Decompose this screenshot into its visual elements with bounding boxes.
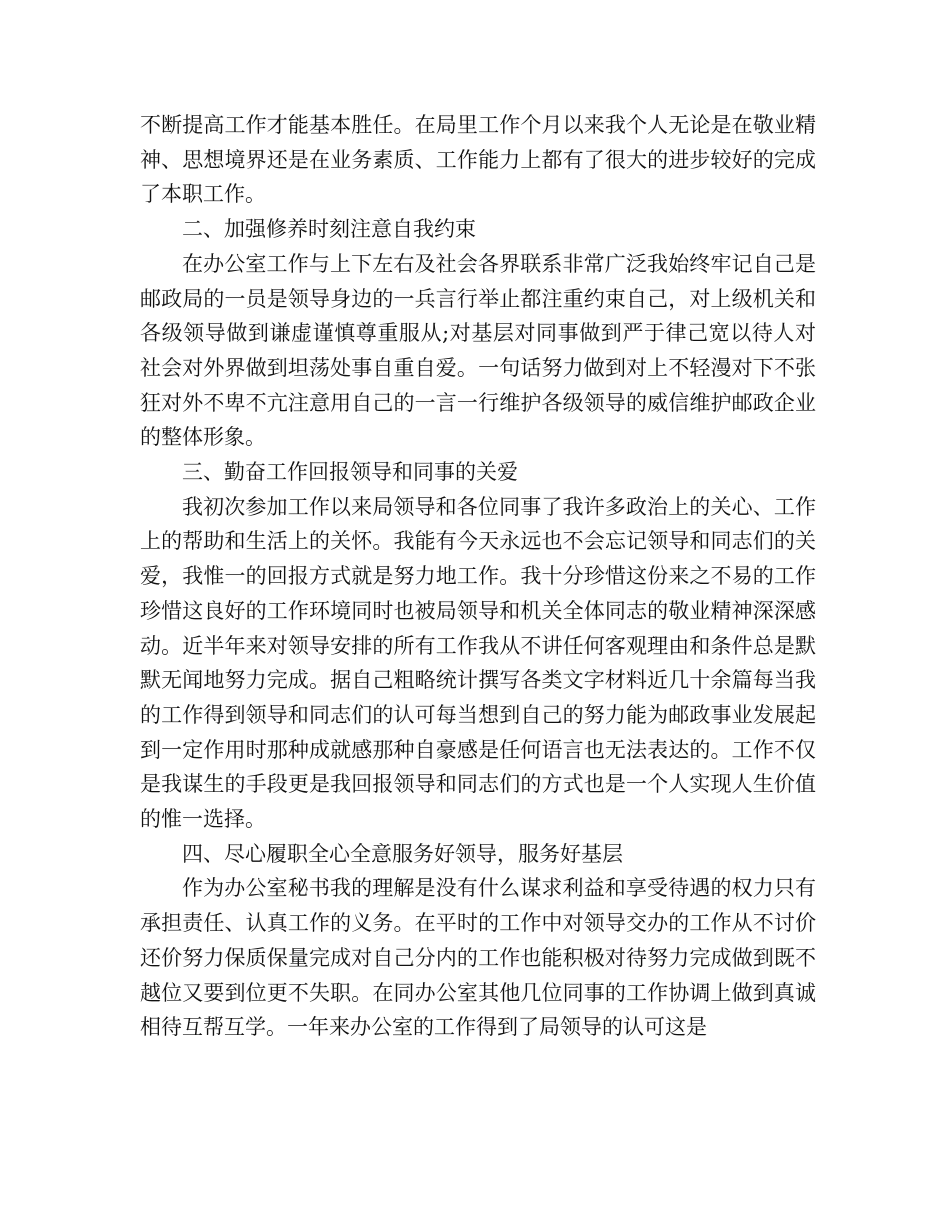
paragraph-section-4: 作为办公室秘书我的理解是没有什么谋求利益和享受待遇的权力只有承担责任、认真工作的义务。在平时的工作中对领导交办的工作从不讨价还价努力保质保量完成对自己分内的工作也能积极对待努力完成做到既不越位又要到位更不失职。在同办公室其他几位同事的工作协调上做到真诚相待互帮互学。一年来办公室的工作得到了局领导的认可这是 xyxy=(140,876,816,1040)
paragraph-intro: 不断提高工作才能基本胜任。在局里工作个月以来我个人无论是在敬业精神、思想境界还是在业务素质、工作能力上都有了很大的进步较好的完成了本职工作。 xyxy=(140,113,816,207)
section-heading-4: 四、尽心履职全心全意服务好领导，服务好基层 xyxy=(182,841,623,866)
section-heading-3: 三、勤奋工作回报领导和同事的关爱 xyxy=(182,460,518,485)
paragraph-section-2: 在办公室工作与上下左右及社会各界联系非常广泛我始终牢记自己是邮政局的一员是领导身边的一兵言行举止都注重约束自己，对上级机关和各级领导做到谦虚谨慎尊重服从;对基层对同事做到严于律己宽以待人对社会对外界做到坦荡处事自重自爱。一句话努力做到对上不轻漫对下不张狂对外不卑不亢注意用自己的一言一行维护各级领导的威信维护邮政企业的整体形象。 xyxy=(140,251,816,450)
section-heading-2: 二、加强修养时刻注意自我约束 xyxy=(182,217,476,242)
document-body xyxy=(140,108,816,1045)
paragraph-section-3: 我初次参加工作以来局领导和各位同事了我许多政治上的关心、工作上的帮助和生活上的关怀。我能有今天永远也不会忘记领导和同志们的关爱，我惟一的回报方式就是努力地工作。我十分珍惜这份来之不易的工作珍惜这良好的工作环境同时也被局领导和机关全体同志的敬业精神深深感动。近半年来对领导安排的所有工作我从不讲任何客观理由和条件总是默默无闻地努力完成。据自己粗略统计撰写各类文字材料近几十余篇每当我的工作得到领导和同志们的认可每当想到自己的努力能为邮政事业发展起到一定作用时那种成就感那种自豪感是任何语言也无法表达的。工作不仅是我谋生的手段更是我回报领导和同志们的方式也是一个人实现人生价值的惟一选择。 xyxy=(140,494,816,832)
